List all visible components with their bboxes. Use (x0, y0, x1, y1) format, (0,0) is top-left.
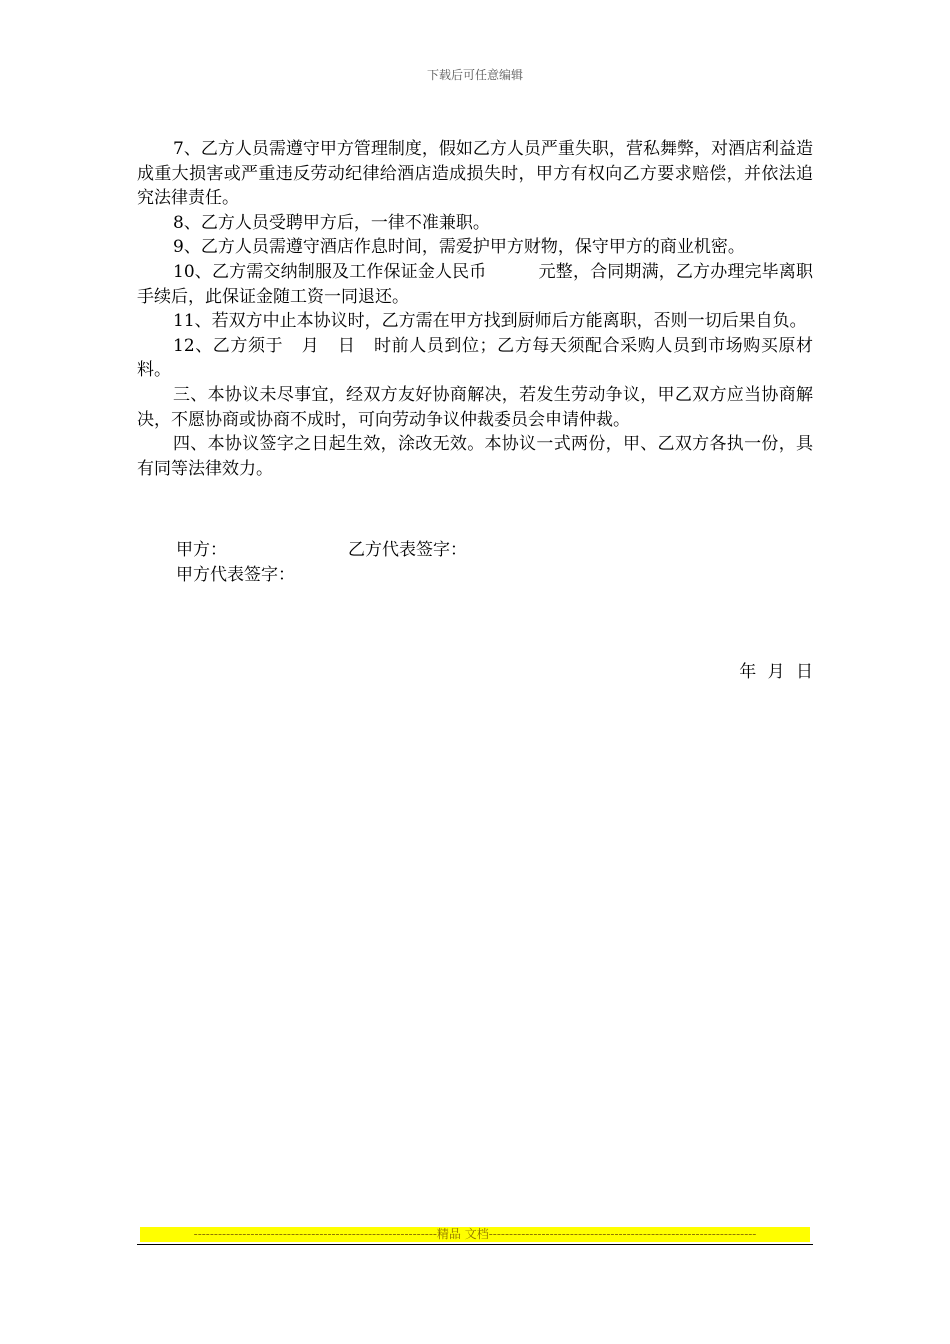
clause-10-before: 10、乙方需交纳制服及工作保证金人民币 (173, 261, 487, 282)
footer-rule (137, 1244, 813, 1245)
clause-10-after: 元整，合同期满，乙方办理完毕离职手续后，此保证金随工资一同退还。 (137, 261, 813, 307)
clause-12-month: 月 (301, 335, 320, 356)
footer-banner (140, 1227, 810, 1242)
clause-8: 8、乙方人员受聘甲方后，一律不准兼职。 (173, 212, 490, 233)
party-b-rep-label: 乙方代表签字： (348, 540, 467, 560)
signature-row-1 (176, 538, 467, 563)
clause-9: 9、乙方人员需遵守酒店作息时间，需爱护甲方财物，保守甲方的商业机密。 (173, 237, 745, 258)
signature-block (176, 538, 467, 587)
section-4: 四、本协议签字之日起生效，涂改无效。本协议一式两份，甲、乙双方各执一份，具有同等法律效力。 (137, 434, 813, 479)
footer-label: 精品 文档 (436, 1227, 489, 1241)
date-line: 年 月 日 (739, 662, 813, 682)
clause-7: 7、乙方人员需遵守甲方管理制度，假如乙方人员严重失职，营私舞弊，对酒店利益造成重大损害或严重违反劳动纪律给酒店造成损失时，甲方有权向乙方要求赔偿，并依法追究法律责任。 (137, 139, 813, 209)
footer-dashes-right: ------------------------------------------------------------------ (488, 1227, 757, 1241)
agreement-body (137, 137, 813, 481)
clause-12-day: 日 (337, 335, 356, 356)
section-3: 三、本协议未尽事宜，经双方友好协商解决，若发生劳动争议，甲乙双方应当协商解决，不愿协商或协商不成时，可向劳动争议仲裁委员会申请仲裁。 (137, 384, 813, 430)
signature-row-2 (176, 563, 295, 588)
party-a-rep-label: 甲方代表签字： (176, 564, 295, 585)
footer-dashes-left: ------------------------------------------------------------ (193, 1227, 437, 1241)
clause-12-prefix: 12、乙方须于 (173, 335, 284, 356)
party-a-label: 甲方： (176, 540, 227, 560)
clause-10 (137, 260, 813, 309)
clause-12 (137, 334, 813, 383)
header-note: 下载后可任意编辑 (426, 68, 523, 82)
clause-12-suffix: 时前人员到位；乙方每天须配合采购人员到市场购买原材料。 (137, 335, 814, 381)
clause-11: 11、若双方中止本协议时，乙方需在甲方找到厨师后方能离职，否则一切后果自负。 (173, 311, 807, 332)
